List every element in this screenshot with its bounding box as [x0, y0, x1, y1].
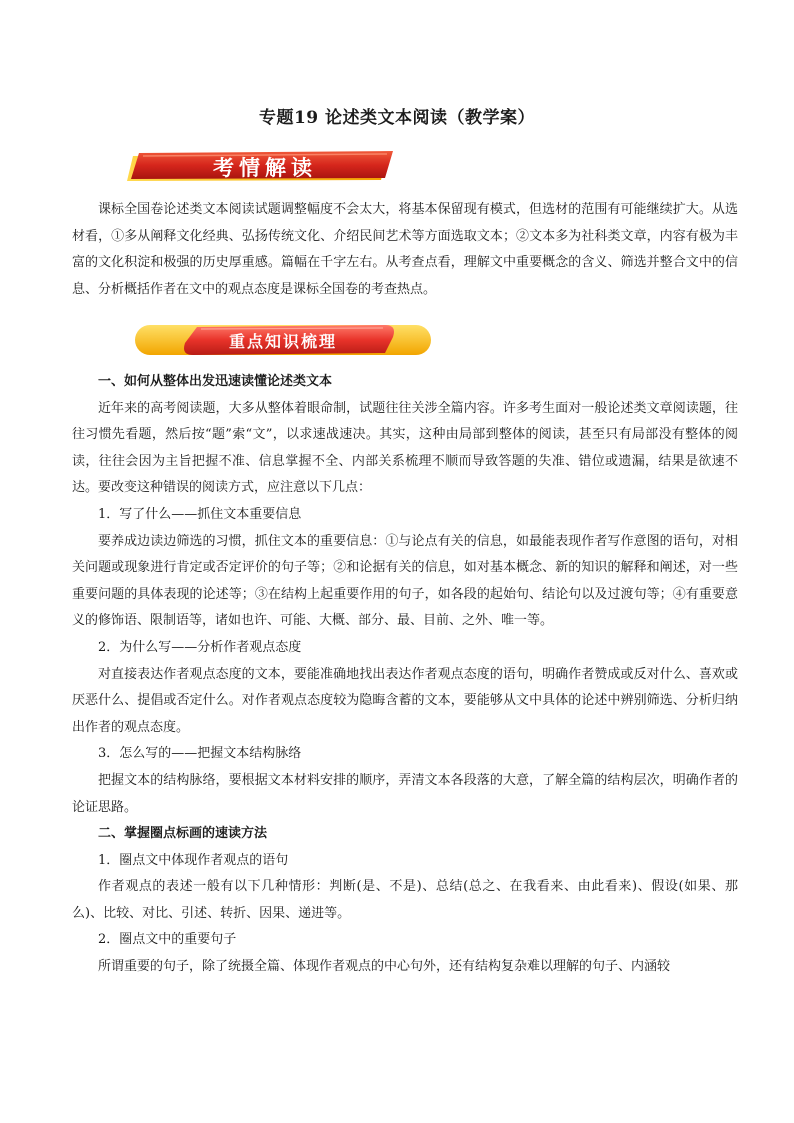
- main-content: [72, 369, 738, 981]
- section-banner-key-knowledge: [135, 323, 431, 357]
- subsection-heading: 3．怎么写的——把握文本结构脉络: [98, 746, 302, 762]
- paragraph: 近年来的高考阅读题，大多从整体着眼命制，试题往往关涉全篇内容。许多考生面对一般论述类文章阅读题，往往习惯先看题，然后按“题”索“文”，以求速战速决。其实，这种由局部到整体的阅读，甚至只有局部没有整体的阅读，往往会因为主旨把握不准、信息掌握不全、内部关系梳理不顺而导致答题的失准、错位或遗漏，结果是欲速不达。要改变这种错误的阅读方式，应注意以下几点：: [72, 400, 738, 496]
- section-heading: 一、如何从整体出发迅速读懂论述类文本: [98, 374, 333, 389]
- banner-label: 考情解读: [213, 156, 317, 180]
- page-title: 专题19 论述类文本阅读（教学案）: [258, 108, 536, 128]
- banner-label: 重点知识梳理: [228, 331, 337, 351]
- subsection-heading: 2．为什么写——分析作者观点态度: [98, 639, 302, 655]
- paragraph: 所谓重要的句子，除了统摄全篇、体现作者观点的中心句外，还有结构复杂难以理解的句子、内涵较: [98, 959, 671, 975]
- paragraph: 把握文本的结构脉络，要根据文本材料安排的顺序，弄清文本各段落的大意，了解全篇的结构层次，明确作者的论证思路。: [72, 772, 738, 815]
- intro-paragraph: 课标全国卷论述类文本阅读试题调整幅度不会太大，将基本保留现有模式，但选材的范围有可能继续扩大。从选材看，①多从阐释文化经典、弘扬传统文化、介绍民间艺术等方面选取文本；②文本多为社科类文章，内容有极为丰富的文化积淀和极强的历史厚重感。篇幅在千字左右。从考查点看，理解文中重要概念的含义、筛选并整合文中的信息、分析概括作者在文中的观点态度是课标全国卷的考查热点。: [72, 202, 738, 297]
- subsection-heading: 1．圈点文中体现作者观点的语句: [98, 852, 289, 868]
- section-heading: 二、掌握圈点标画的速读方法: [98, 826, 268, 842]
- subsection-heading: 1．写了什么——抓住文本重要信息: [98, 506, 302, 522]
- paragraph: 对直接表达作者观点态度的文本，要能准确地找出表达作者观点态度的语句，明确作者赞成或反对什么、喜欢或厌恶什么、提倡或否定什么。对作者观点态度较为隐晦含蓄的文本，要能够从文中具体的论述中辨别筛选、分析归纳出作者的观点态度。: [72, 666, 738, 735]
- section-banner-exam-analysis: [125, 150, 395, 184]
- paragraph: 要养成边读边筛选的习惯，抓住文本的重要信息：①与论点有关的信息，如最能表现作者写作意图的语句，对相关问题或现象进行肯定或否定评价的句子等；②和论据有关的信息，如对基本概念、新的知识的解释和阐述，对一些重要问题的具体表现的论述等；③在结构上起重要作用的句子，如各段的起始句、结论句以及过渡句等；④有重要意义的修饰语、限制语等，诸如也许、可能、大概、部分、最、目前、之外、唯一等。: [72, 533, 738, 629]
- paragraph: 作者观点的表述一般有以下几种情形：判断(是、不是)、总结(总之、在我看来、由此看来)、假设(如果、那么)、比较、对比、引述、转折、因果、递进等。: [72, 879, 738, 921]
- subsection-heading: 2．圈点文中的重要句子: [98, 932, 237, 948]
